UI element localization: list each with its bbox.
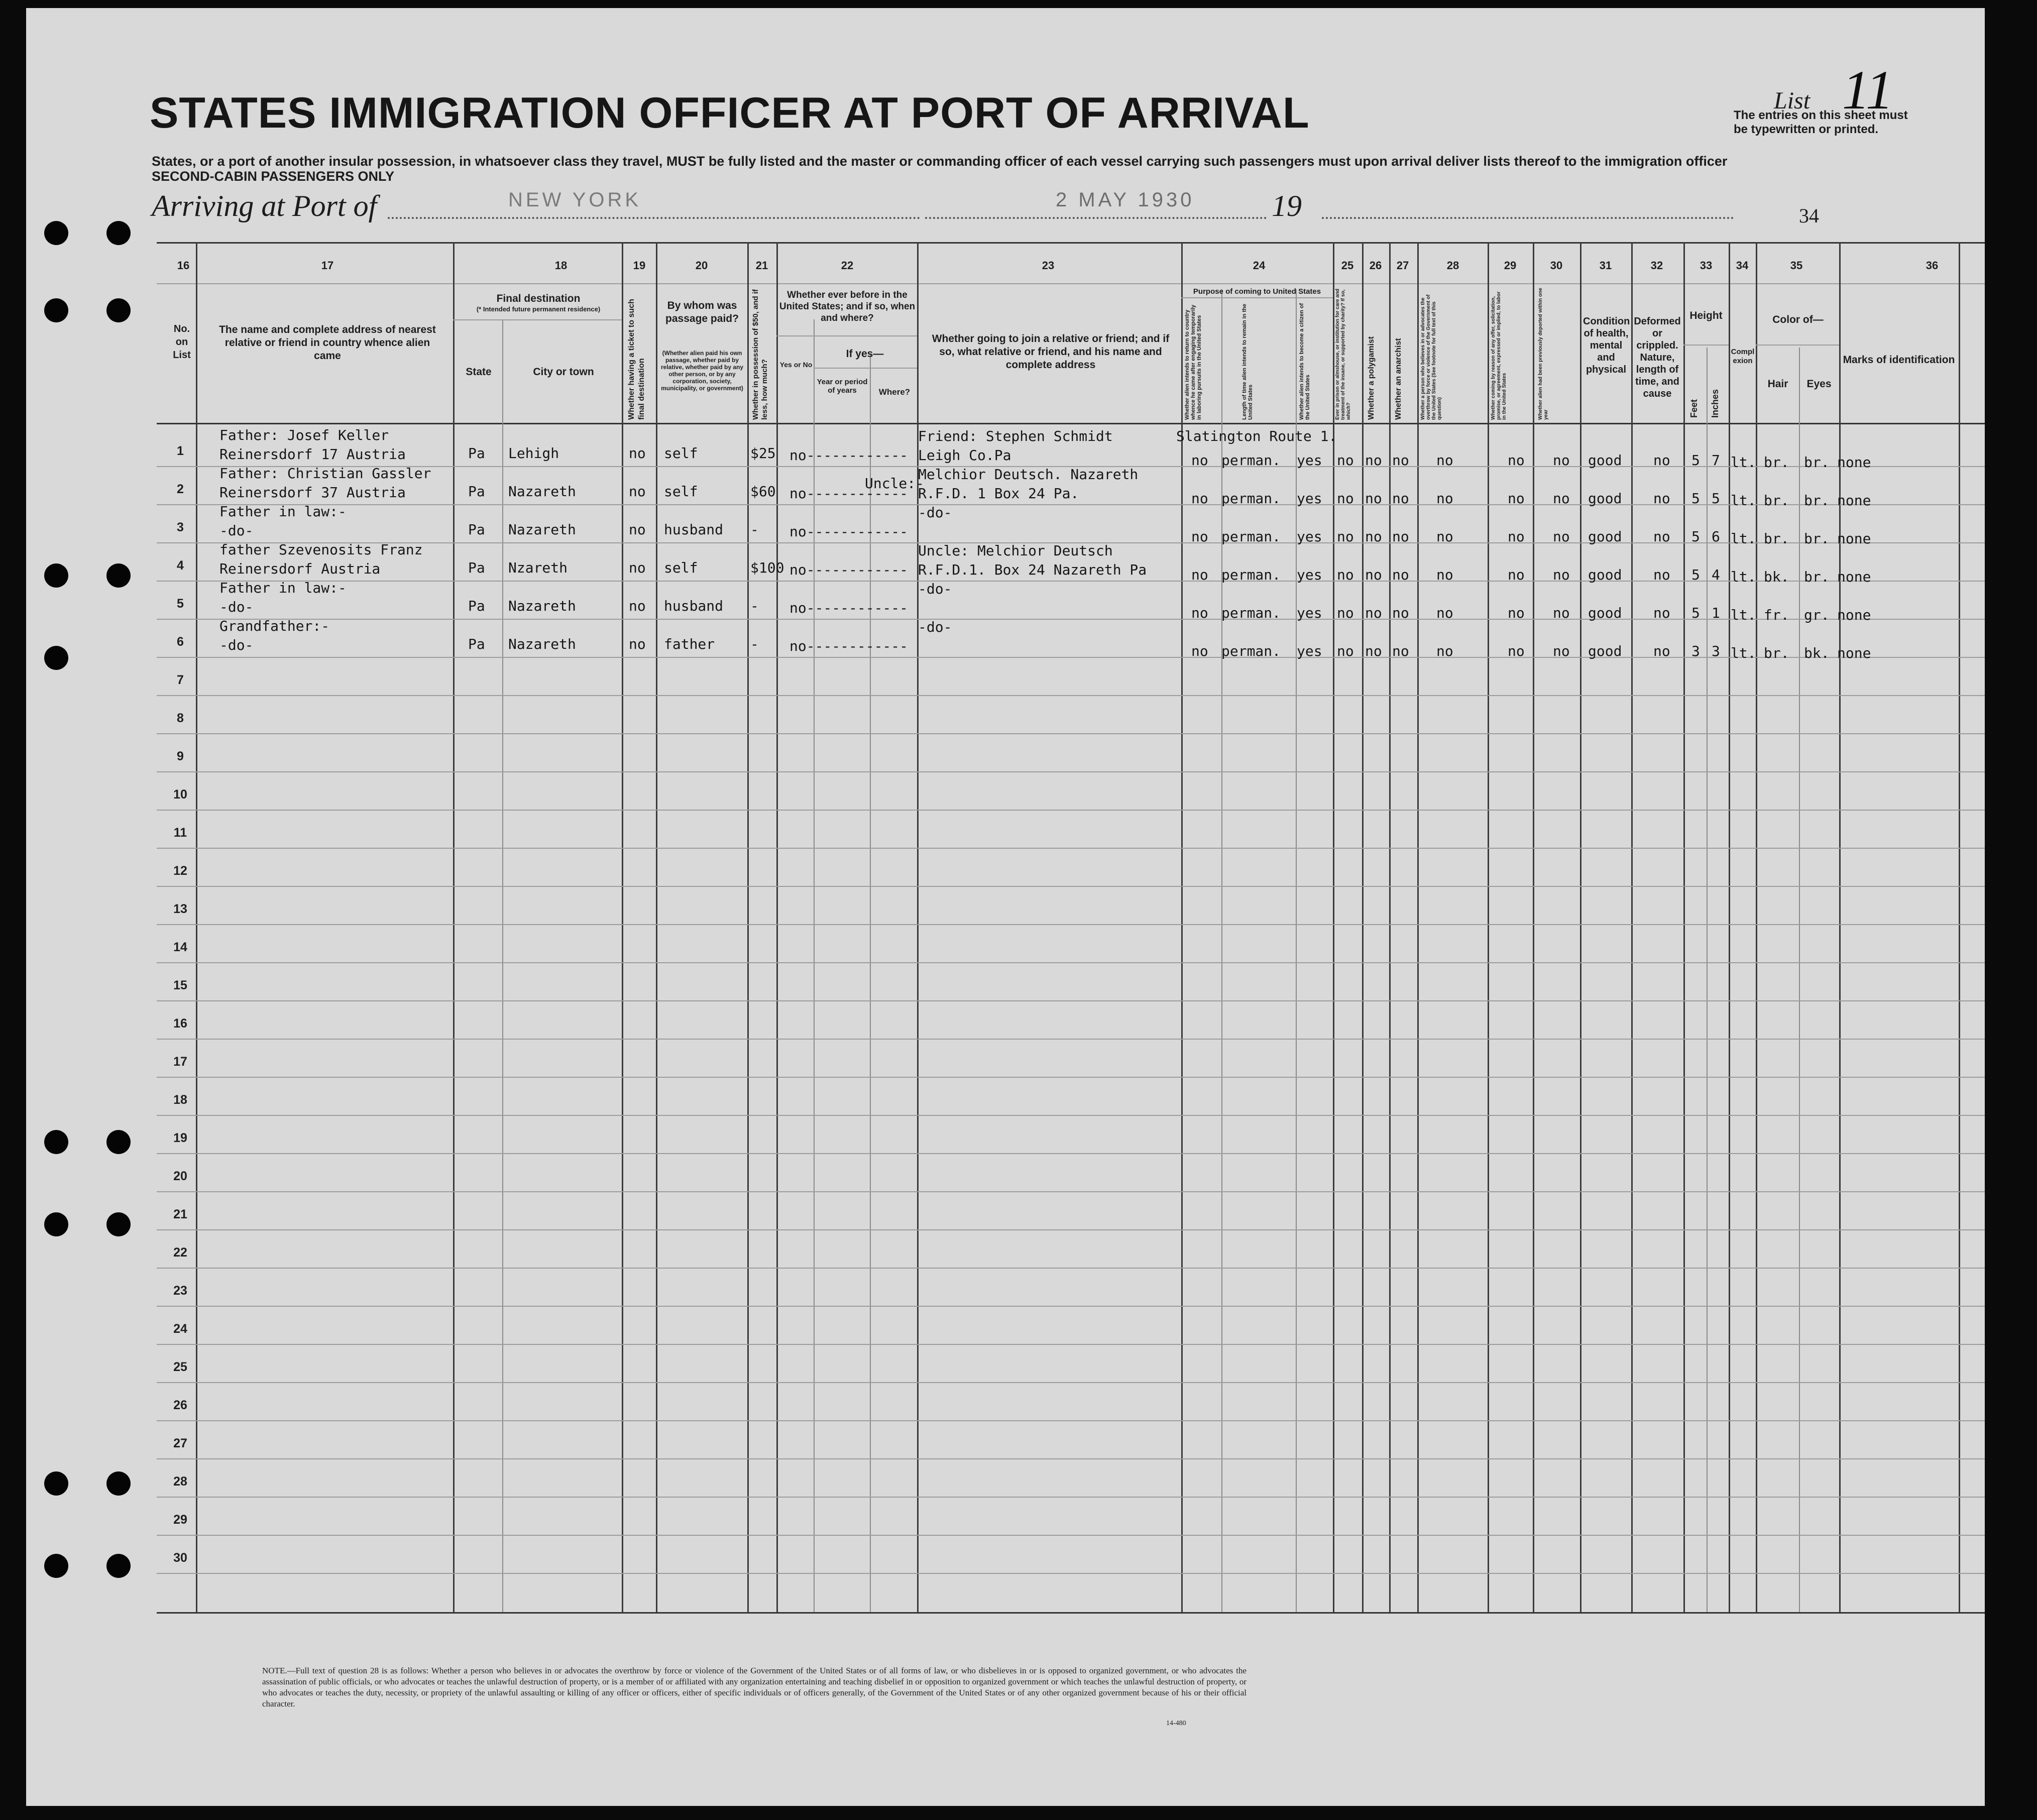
money-cell: $60 (750, 483, 776, 500)
col31-head: Condition of health, mental and physical (1583, 316, 1630, 375)
row-number: 2 (177, 482, 184, 496)
row-number: 9 (177, 749, 184, 763)
complexion-cell: lt. (1731, 530, 1756, 547)
labor-offer-cell: no (1508, 566, 1525, 583)
join-line1: Melchior Deutsch. Nazareth (918, 466, 1139, 483)
row-number: 15 (173, 978, 187, 992)
col24-head: Purpose of coming to United States (1193, 287, 1321, 296)
row-rule (157, 848, 1985, 849)
row-rule (157, 1420, 1985, 1421)
return-intent-cell: no (1191, 528, 1208, 545)
row-rule (157, 886, 1985, 887)
previous-visit-cell: no------------ (789, 600, 909, 616)
polygamist-cell: no (1365, 566, 1382, 583)
row-rule (157, 1268, 1985, 1269)
join-line1: -do- (918, 504, 952, 521)
row-rule (157, 1191, 1985, 1192)
marks-cell: none (1837, 530, 1871, 547)
join-relation-cell: Uncle:- (865, 475, 925, 492)
height-inches-cell: 1 (1712, 605, 1720, 621)
labor-offer-cell: no (1508, 452, 1525, 469)
row-number: 26 (173, 1398, 187, 1412)
row-number: 22 (173, 1245, 187, 1260)
col22-yesno: Yes or No (779, 361, 813, 369)
overthrow-cell: no (1436, 643, 1453, 659)
row-number: 6 (177, 635, 184, 649)
col33-inches: Inches (1710, 389, 1720, 418)
previous-visit-cell: no------------ (789, 638, 909, 654)
row-rule (157, 657, 1985, 658)
col23-head: Whether going to join a relative or friend; and if so, what relative or friend, and his name and complete address (932, 333, 1170, 371)
ticket-cell: no (629, 636, 646, 652)
row-number: 19 (173, 1131, 187, 1145)
height-inches-cell: 7 (1712, 452, 1720, 469)
deported-cell: no (1553, 528, 1570, 545)
col18-sub: (* Intended future permanent residence) (476, 305, 601, 313)
row-number: 3 (177, 520, 184, 534)
citizen-intent-cell: yes (1297, 643, 1322, 659)
join-line1: Uncle: Melchior Deutsch (918, 542, 1113, 559)
complexion-cell: lt. (1731, 568, 1756, 585)
page-number: 34 (1799, 204, 1819, 227)
city-cell: Nazareth (508, 636, 576, 652)
manifest-sheet: List 11 The entries on this sheet must be typewritten or printed. STATES IMMIGRATION OFFICER AT PORT OF ARRIVAL States, or a port of another insular possession, in whatsoever class they travel, MUST be fully listed and the master or commanding officer of each vessel carrying such passengers must upon arrival deliver lists thereof to the immigration officer SECOND-CABIN PASSENGERS ONLY Arriving at Port of NEW YORK 2 MAY 1930 19 34 16 17 18 19 20 21 22 23 24 25 26 27 28 29 30 31 32 33 34 35 36 No. on List The name and complete address of nearest relative or friend in country whence alien came Final destination (* Intended future permanent residence) State City or town Whether having a ticket to such final destination By whom was passage paid? (Whether alien paid his own passage, whether paid by relative, whether paid by any other person, or by any corporation, society, municipality, or government) Whether in possession of $50, and if less, how much? Whether ever before in the United States; and if so, when and where? Yes or No If yes— Year or period of years Where? Whether going to join a relative or friend; and if so, what relative or friend, and his name and complete address Purpose of coming to United States Whether alien intends to return to country whence he came after engaging temporarily in laboring pursuits in the United States Length of time alien intends to remain in the United States Whether alien intends to become a citizen of the United States Ever in prison or almshouse, or institution for care and treatment of the insane, or supported by charity? If so, which? Whether a polygamist Whether an anarchist Whether a person who believes in or advocates the overthrow by force or violence of the Government of the United States (See footnote for full text of this question) Whether coming by reason of any offer, solicitation, promise, or agreement, expressed or implied, to labor in the United States Whether alien had been previously deported within one year Condition of health, mental and physical Deformed or crippled. Nature, length of time, and cause Height Feet Inches Complexion Color of— Hair Eyes Marks of identification 1 2 3 4 5 6 7 8 9 10 11 12 13 14 15 16 17 18 19 20 21 22 23 24 25 26 27 28 29 30 Father: Josef Keller Reinersdorf 17 Austria Pa Lehigh no self $25 no------------ Friend: Stephen Schmidt Leigh Co.Pa Slatington Route 1. no perman. yes no no no no no no good no 5 7 lt. br. br. none Father: Christian Gassler Reinersdorf 37 Austria Pa Nazareth no self $60 no------------ Uncle:- Melchior Deutsch. Nazareth R.F.D. 1 Box 24 Pa. no perman. yes no no no no no no good no 5 5 lt. br. br. none Father in law:- -do- Pa Nazareth no husband - no------------ -do- no perman. yes no no no no no no good no 5 6 lt. br. br. none father Szevenosits Franz Reinersdorf Austria Pa Nzareth no self $100 no------------ Uncle: Melchior Deutsch R.F.D.1. Box 24 Nazareth Pa no perman. yes no no no no no no good no 5 4 lt. bk. br. none Father in law:- -do- Pa Nazareth no husband - no------------ -do- no perman. yes no no no no no no good no 5 1 lt. fr. gr. none Grandfather:- -do- Pa Nazareth no father - no------------ -do- no perman. yes no no no no no no good no 3 3 lt. br. bk. none NOTE.—Full text of question 28 is as follows: Whether a person who believes in or advocates the overthrow by force or violence of the Government of the United States or of all forms of law, or who disbelieves in or is opposed to organized government, or who advocates the assassination of public officials, or who advocates or teaches the unlawful destruction of property, or is a member of or affiliated with any organization entertaining and teaching disbelief in or opposition to organized government or which teaches the unlawful destruction of property, or who advocates or teaches the duty, necessity, or propriety of the unlawful assaulting or killing of any officer or officers, either of specific individuals or of officers generally, of the Government of the United States or of any other organized government because of his or their official character. 14-480 (26, 8, 1985, 1806)
class-line: SECOND-CABIN PASSENGERS ONLY (152, 169, 395, 184)
row-rule (157, 1306, 1985, 1307)
hair-cell: br. (1764, 645, 1789, 661)
row-number: 11 (173, 826, 187, 840)
row-number: 10 (173, 787, 187, 802)
deformed-cell: no (1653, 566, 1670, 583)
eyes-cell: br. (1804, 530, 1830, 547)
relative-line1: Father: Josef Keller (219, 427, 389, 443)
row-number: 8 (177, 711, 184, 725)
col33-head: Height (1689, 310, 1723, 321)
date-stamp: 2 MAY 1930 (1056, 189, 1195, 211)
state-cell: Pa (468, 636, 485, 652)
deported-cell: no (1553, 605, 1570, 621)
height-feet-cell: 5 (1691, 490, 1700, 507)
previous-visit-cell: no------------ (789, 561, 909, 578)
complexion-cell: lt. (1731, 645, 1756, 661)
hair-cell: fr. (1764, 607, 1789, 623)
port-stamp: NEW YORK (508, 189, 642, 211)
eyes-cell: br. (1804, 492, 1830, 509)
height-feet-cell: 3 (1691, 643, 1700, 659)
stay-length-cell: perman. (1221, 528, 1281, 545)
typewritten-note: The entries on this sheet must be typewritten or printed. (1734, 108, 1908, 136)
deported-cell: no (1553, 643, 1570, 659)
row-rule (157, 1535, 1985, 1536)
list-number: 11 (1842, 59, 1893, 121)
stay-length-cell: perman. (1221, 605, 1281, 621)
form-title: STATES IMMIGRATION OFFICER AT PORT OF ARRIVAL (150, 89, 1310, 137)
col29-head: Whether coming by reason of any offer, solicitation, promise, or agreement, expressed or implied, to labor in the United States (1491, 291, 1507, 420)
deported-cell: no (1553, 566, 1570, 583)
citizen-intent-cell: yes (1297, 528, 1322, 545)
money-cell: - (750, 521, 759, 538)
deported-cell: no (1553, 490, 1570, 507)
labor-offer-cell: no (1508, 605, 1525, 621)
row-number: 1 (177, 444, 184, 458)
marks-cell: none (1837, 492, 1871, 509)
passage-paid-cell: self (664, 483, 698, 500)
ticket-cell: no (629, 521, 646, 538)
money-cell: $25 (750, 445, 776, 462)
col24b-head: Length of time alien intends to remain in the United States (1241, 303, 1254, 420)
col26-head: Whether a polygamist (1367, 336, 1376, 420)
eyes-cell: br. (1804, 454, 1830, 471)
relative-line2: -do- (219, 522, 254, 539)
eyes-cell: br. (1804, 568, 1830, 585)
row-number: 16 (173, 1016, 187, 1031)
col18-head: Final destination (496, 293, 581, 304)
row-number: 28 (173, 1474, 187, 1489)
height-feet-cell: 5 (1691, 452, 1700, 469)
anarchist-cell: no (1392, 643, 1409, 659)
health-cell: good (1588, 605, 1622, 621)
polygamist-cell: no (1365, 452, 1382, 469)
passage-paid-cell: father (664, 636, 715, 652)
row-number: 12 (173, 864, 187, 878)
citizen-intent-cell: yes (1297, 490, 1322, 507)
col22-head: Whether ever before in the United States; and if so, when and where? (779, 290, 916, 323)
row-rule (157, 504, 1985, 505)
state-cell: Pa (468, 598, 485, 614)
marks-cell: none (1837, 568, 1871, 585)
overthrow-cell: no (1436, 605, 1453, 621)
list-label: List (1774, 87, 1810, 114)
health-cell: good (1588, 643, 1622, 659)
state-cell: Pa (468, 445, 485, 462)
row-number: 4 (177, 558, 184, 573)
row-number: 23 (173, 1284, 187, 1298)
row-rule (157, 810, 1985, 811)
marks-cell: none (1837, 454, 1871, 471)
ticket-cell: no (629, 598, 646, 614)
anarchist-cell: no (1392, 452, 1409, 469)
col18-city: City or town (533, 366, 594, 378)
ticket-cell: no (629, 559, 646, 576)
relative-line2: Reinersdorf Austria (219, 560, 381, 577)
form-subtitle: States, or a port of another insular possession, in whatsoever class they travel, MUST be fully listed and the master or commanding officer of each vessel carrying such passengers must upon arrival deliver lists thereof to the immigration officer (152, 154, 1728, 169)
relative-line1: Father in law:- (219, 503, 347, 520)
overthrow-cell: no (1436, 566, 1453, 583)
height-inches-cell: 3 (1712, 643, 1720, 659)
footnote: NOTE.—Full text of question 28 is as follows: Whether a person who believes in or advocates the overthrow by force or violence of the Government of the United States or of all forms of law, or who disbelieves in or is opposed to organized government, or who advocates the assassination of public officials, or who advocates or teaches the unlawful destruction of property, or is a member of or affiliated with any organization entertaining and teaching disbelief in or opposition to organized government or which teaches the unlawful destruction of property, or who advocates or teaches the duty, necessity, or propriety of the unlawful assaulting or killing of any officer or officers, either of specific individuals or of officers generally, of the Government of the United States or of any other organized government because of his or their official character. (262, 1666, 1247, 1709)
health-cell: good (1588, 566, 1622, 583)
relative-line1: Father in law:- (219, 580, 347, 596)
row-rule (157, 1039, 1985, 1040)
row-rule (157, 695, 1985, 696)
city-cell: Nzareth (508, 559, 568, 576)
row-number: 27 (173, 1436, 187, 1450)
health-cell: good (1588, 490, 1622, 507)
relative-line1: Grandfather:- (219, 618, 330, 634)
money-cell: $100 (750, 559, 784, 576)
city-cell: Lehigh (508, 445, 559, 462)
row-number: 5 (177, 597, 184, 611)
deformed-cell: no (1653, 490, 1670, 507)
polygamist-cell: no (1365, 528, 1382, 545)
relative-line2: Reinersdorf 17 Austria (219, 446, 406, 463)
polygamist-cell: no (1365, 643, 1382, 659)
arriving-label: Arriving at Port of (152, 189, 377, 222)
height-inches-cell: 6 (1712, 528, 1720, 545)
row-rule (157, 619, 1985, 620)
row-rule (157, 1497, 1985, 1498)
row-rule (157, 924, 1985, 925)
relative-line2: Reinersdorf 37 Austria (219, 484, 406, 501)
city-cell: Nazareth (508, 598, 576, 614)
col33-feet: Feet (1689, 399, 1699, 418)
state-cell: Pa (468, 559, 485, 576)
anarchist-cell: no (1392, 566, 1409, 583)
height-feet-cell: 5 (1691, 605, 1700, 621)
col24c-head: Whether alien intends to become a citizen of the United States (1299, 303, 1311, 420)
row-number: 14 (173, 940, 187, 954)
hair-cell: br. (1764, 454, 1789, 471)
col22-years: Year or period of years (817, 378, 868, 395)
anarchist-cell: no (1392, 605, 1409, 621)
city-cell: Nazareth (508, 521, 576, 538)
col34-head: Complexion (1731, 348, 1755, 365)
col35-head: Color of— (1772, 314, 1824, 325)
previous-visit-cell: no------------ (789, 523, 909, 540)
row-rule (157, 771, 1985, 772)
row-number: 18 (173, 1093, 187, 1107)
health-cell: good (1588, 452, 1622, 469)
passage-paid-cell: self (664, 445, 698, 462)
overthrow-cell: no (1436, 452, 1453, 469)
col17-head: The name and complete address of nearest relative or friend in country whence alien came (219, 324, 436, 362)
deformed-cell: no (1653, 452, 1670, 469)
height-inches-cell: 4 (1712, 566, 1720, 583)
row-rule (157, 1458, 1985, 1459)
height-feet-cell: 5 (1691, 528, 1700, 545)
row-number: 7 (177, 673, 184, 687)
previous-visit-cell: no------------ (789, 485, 909, 502)
eyes-cell: bk. (1804, 645, 1830, 661)
ticket-cell: no (629, 445, 646, 462)
col20-head: By whom was passage paid? (665, 300, 739, 324)
complexion-cell: lt. (1731, 607, 1756, 623)
join-line3: Slatington Route 1. (1176, 428, 1337, 444)
citizen-intent-cell: yes (1297, 452, 1322, 469)
hair-cell: br. (1764, 492, 1789, 509)
col18-state: State (466, 366, 492, 378)
row-number: 13 (173, 902, 187, 916)
join-line2: R.F.D. 1 Box 24 Pa. (918, 485, 1079, 502)
col32-head: Deformed or crippled. Nature, length of time, and cause (1634, 316, 1681, 399)
row-number: 25 (173, 1360, 187, 1374)
city-cell: Nazareth (508, 483, 576, 500)
join-line1: -do- (918, 619, 952, 635)
money-cell: - (750, 636, 759, 652)
join-line2: R.F.D.1. Box 24 Nazareth Pa (918, 561, 1147, 578)
join-line1: Friend: Stephen Schmidt (918, 428, 1113, 444)
prison-cell: no (1337, 528, 1354, 545)
ticket-cell: no (629, 483, 646, 500)
marks-cell: none (1837, 645, 1871, 661)
row-number: 24 (173, 1322, 187, 1336)
return-intent-cell: no (1191, 566, 1208, 583)
row-rule (157, 1573, 1985, 1574)
previous-visit-cell: no------------ (789, 447, 909, 464)
row-number: 21 (173, 1207, 187, 1221)
height-inches-cell: 5 (1712, 490, 1720, 507)
state-cell: Pa (468, 521, 485, 538)
polygamist-cell: no (1365, 490, 1382, 507)
labor-offer-cell: no (1508, 490, 1525, 507)
col36-head: Marks of identification (1843, 354, 1955, 366)
overthrow-cell: no (1436, 528, 1453, 545)
citizen-intent-cell: yes (1297, 605, 1322, 621)
health-cell: good (1588, 528, 1622, 545)
col30-head: Whether alien had been previously deported within one year (1538, 288, 1549, 420)
height-feet-cell: 5 (1691, 566, 1700, 583)
col25-head: Ever in prison or almshouse, or institution for care and treatment of the insane, or supported by charity? If so, which? (1335, 288, 1351, 420)
row-rule (157, 1000, 1985, 1001)
deformed-cell: no (1653, 643, 1670, 659)
row-rule (157, 1153, 1985, 1154)
relative-line1: father Szevenosits Franz (219, 541, 423, 558)
passage-paid-cell: husband (664, 598, 724, 614)
marks-cell: none (1837, 607, 1871, 623)
row-rule (157, 733, 1985, 734)
anarchist-cell: no (1392, 490, 1409, 507)
col19-head: Whether having a ticket to such final destination (627, 299, 646, 420)
eyes-cell: gr. (1804, 607, 1830, 623)
row-rule (157, 581, 1985, 582)
stay-length-cell: perman. (1221, 490, 1281, 507)
passage-paid-cell: husband (664, 521, 724, 538)
return-intent-cell: no (1191, 605, 1208, 621)
col16-head: No. on List (173, 323, 191, 361)
overthrow-cell: no (1436, 490, 1453, 507)
deported-cell: no (1553, 452, 1570, 469)
return-intent-cell: no (1191, 490, 1208, 507)
relative-line2: -do- (219, 599, 254, 615)
row-rule (157, 1077, 1985, 1078)
row-rule (157, 1229, 1985, 1230)
col22-where: Where? (878, 387, 911, 397)
relative-line2: -do- (219, 637, 254, 653)
col35-hair: Hair (1767, 378, 1788, 390)
money-cell: - (750, 598, 759, 614)
state-cell: Pa (468, 483, 485, 500)
row-number: 29 (173, 1513, 187, 1527)
col24a-head: Whether alien intends to return to country whence he came after engaging temporarily in laboring pursuits in the United States (1184, 304, 1202, 420)
col20-sub: (Whether alien paid his own passage, whether paid by relative, whether paid by any other person, or by any corporation, society, municipality, or government) (660, 350, 744, 392)
passage-paid-cell: self (664, 559, 698, 576)
return-intent-cell: no (1191, 452, 1208, 469)
year-prefix: 19 (1272, 189, 1302, 222)
row-number: 30 (173, 1551, 187, 1565)
polygamist-cell: no (1365, 605, 1382, 621)
prison-cell: no (1337, 605, 1354, 621)
form-code: 14-480 (1166, 1720, 1186, 1727)
col27-head: Whether an anarchist (1394, 338, 1403, 420)
labor-offer-cell: no (1508, 643, 1525, 659)
row-number: 17 (173, 1055, 187, 1069)
complexion-cell: lt. (1731, 492, 1756, 509)
join-line1: -do- (918, 581, 952, 597)
col35-eyes: Eyes (1806, 378, 1832, 390)
relative-line1: Father: Christian Gassler (219, 465, 431, 482)
deformed-cell: no (1653, 605, 1670, 621)
complexion-cell: lt. (1731, 454, 1756, 471)
row-rule (157, 1115, 1985, 1116)
return-intent-cell: no (1191, 643, 1208, 659)
hair-cell: br. (1764, 530, 1789, 547)
row-number: 20 (173, 1169, 187, 1183)
col21-head: Whether in possession of $50, and if less, how much? (751, 289, 769, 420)
prison-cell: no (1337, 566, 1354, 583)
prison-cell: no (1337, 643, 1354, 659)
labor-offer-cell: no (1508, 528, 1525, 545)
citizen-intent-cell: yes (1297, 566, 1322, 583)
prison-cell: no (1337, 452, 1354, 469)
row-rule (157, 1344, 1985, 1345)
stay-length-cell: perman. (1221, 452, 1281, 469)
anarchist-cell: no (1392, 528, 1409, 545)
hair-cell: bk. (1764, 568, 1789, 585)
col22-ifyes: If yes— (846, 348, 884, 360)
stay-length-cell: perman. (1221, 566, 1281, 583)
row-rule (157, 1382, 1985, 1383)
prison-cell: no (1337, 490, 1354, 507)
row-rule (157, 962, 1985, 963)
col28-head: Whether a person who believes in or advocates the overthrow by force or violence of the Government of the United States (See footnote for full text of this question) (1420, 294, 1442, 420)
stay-length-cell: perman. (1221, 643, 1281, 659)
join-line2: Leigh Co.Pa (918, 447, 1011, 464)
deformed-cell: no (1653, 528, 1670, 545)
